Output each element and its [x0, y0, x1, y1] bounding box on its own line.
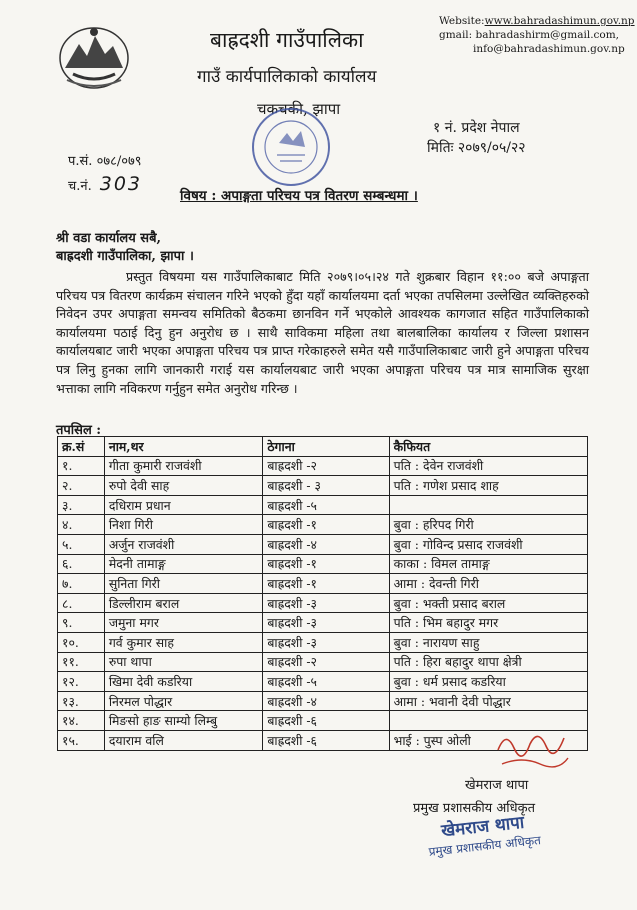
dispatch-label: च.नं.	[68, 179, 92, 194]
cell-address: बाह्रदशी -३	[263, 593, 389, 613]
subject-line: विषय : अपाङ्गता परिचय पत्र वितरण सम्बन्धमा ।	[180, 188, 418, 204]
cell-remarks: पति : देवेन राजवंशी	[389, 456, 587, 476]
website-label: Website:	[439, 15, 485, 27]
header-address: ठेगाना	[263, 437, 389, 457]
cell-name: डिल्लीराम बराल	[104, 593, 263, 613]
cell-remarks: बुवा : भक्ती प्रसाद बराल	[389, 593, 587, 613]
cell-serial: ५.	[58, 534, 105, 554]
table-row	[58, 632, 588, 652]
cell-address: बाह्रदशी -६	[263, 730, 389, 750]
cell-address: बाह्रदशी - ३	[263, 476, 389, 496]
cell-remarks: पति : गणेश प्रसाद शाह	[389, 476, 587, 496]
website-link[interactable]: www.bahradashimun.gov.np	[484, 15, 635, 27]
table-row	[58, 613, 588, 633]
header-name: नाम,थर	[104, 437, 263, 457]
cell-address: बाह्रदशी -२	[263, 652, 389, 672]
cell-serial: १५.	[58, 730, 105, 750]
cell-remarks	[389, 495, 587, 515]
name-stamp	[416, 807, 553, 871]
cell-address: बाह्रदशी -२	[263, 456, 389, 476]
office-name: गाउँ कार्यपालिकाको कार्यालय	[197, 67, 377, 87]
cell-name: रुपा थापा	[104, 652, 263, 672]
cell-remarks: पति : भिम बहादुर मगर	[389, 613, 587, 633]
cell-remarks: बुवा : गोविन्द प्रसाद राजवंशी	[389, 534, 587, 554]
cell-serial: ९.	[58, 613, 105, 633]
cell-address: बाह्रदशी -४	[263, 534, 389, 554]
dispatch-number: 303	[99, 173, 143, 195]
table-row	[58, 554, 588, 574]
province: १ नं. प्रदेश नेपाल	[433, 120, 520, 136]
dispatch-number-line	[68, 173, 142, 195]
cell-serial: १२.	[58, 672, 105, 692]
table-row	[58, 515, 588, 535]
cell-name: खिमा देवी कडरिया	[104, 672, 263, 692]
letter-date: मितिः २०७९/०५/२२	[427, 140, 526, 156]
header-serial: क्र.सं	[58, 437, 105, 457]
table-row	[58, 691, 588, 711]
header-remarks: कैफियत	[389, 437, 587, 457]
cell-remarks: बुवा : धर्म प्रसाद कडरिया	[389, 672, 587, 692]
recipient-line-1: श्री वडा कार्यालय सबै,	[56, 231, 162, 246]
gmail-label: gmail:	[439, 29, 473, 41]
cell-name: दधिराम प्रधान	[104, 495, 263, 515]
cell-name: गीता कुमारी राजवंशी	[104, 456, 263, 476]
cell-name: मिङसो हाङ साम्यो लिम्बु	[104, 711, 263, 731]
cell-name: जमुना मगर	[104, 613, 263, 633]
cell-name: मेदनी तामाङ्ग	[104, 554, 263, 574]
cell-serial: ३.	[58, 495, 105, 515]
nepal-emblem-icon	[55, 22, 133, 94]
table-title: तपसिल :	[56, 423, 102, 438]
cell-remarks: बुवा : हरिपद गिरी	[389, 515, 587, 535]
cell-serial: २.	[58, 476, 105, 496]
table-row	[58, 476, 588, 496]
cell-serial: ७.	[58, 574, 105, 594]
table-row	[58, 456, 588, 476]
cell-serial: १.	[58, 456, 105, 476]
info-email[interactable]: info@bahradashimun.gov.np	[473, 43, 625, 55]
cell-remarks: बुवा : नारायण साहु	[389, 632, 587, 652]
gmail-address[interactable]: bahradashirm@gmail.com,	[475, 29, 620, 41]
cell-address: बाह्रदशी -५	[263, 672, 389, 692]
cell-address: बाह्रदशी -४	[263, 691, 389, 711]
cell-name: अर्जुन राजवंशी	[104, 534, 263, 554]
cell-serial: ८.	[58, 593, 105, 613]
cell-address: बाह्रदशी -१	[263, 574, 389, 594]
office-seal-stamp	[247, 103, 335, 191]
cell-address: बाह्रदशी -१	[263, 515, 389, 535]
table-row	[58, 593, 588, 613]
cell-address: बाह्रदशी -३	[263, 632, 389, 652]
table-row	[58, 534, 588, 554]
stamp-name: खेमराज थापा	[440, 812, 526, 842]
cell-address: बाह्रदशी -६	[263, 711, 389, 731]
cell-address: बाह्रदशी -५	[263, 495, 389, 515]
cell-address: बाह्रदशी -१	[263, 554, 389, 574]
letter-body: प्रस्तुत विषयमा यस गाउँपालिकाबाट मिति २०७९।०५।२४ गते शुक्रबार विहान ११:०० बजे अपाङ्गता परिचय पत्र वितरण कार्यक्रम संचालन गरिने भएको हुँदा यहाँ कार्यालयमा दर्ता भएका तपसिलमा उल्लेखित व्यक्तिहरुको निवेदन उपर अपाङ्गता समन्वय समितिको बैठकमा छानविन गर्ने भएकोले आवश्यक कागजात सहित गाउँपालिकाको कार्यालयमा पठाई दिनु हुन अनुरोध छ । साथै साविकमा महिला तथा बालबालिका कार्यालय र जिल्ला प्रशासन कार्यालयबाट जारी भएका अपाङ्गता परिचय पत्र प्राप्त गरेकाहरुले समेत यसै गाउँपालिकाबाट जारी हुने अपाङ्गता परिचय पत्र लिनु हुनका लागि जानकारी गराई यस कार्यालयबाट जारी भएका अपाङ्गता परिचय पत्र मात्र सामाजिक सुरक्षा भत्ताका लागि नविकरण गर्नुहुन समेत अनुरोध गरिन्छ ।	[56, 269, 589, 396]
cell-serial: १३.	[58, 691, 105, 711]
table-row	[58, 652, 588, 672]
org-name: बाह्रदशी गाउँपालिका	[210, 28, 364, 52]
beneficiary-table	[57, 436, 588, 751]
cell-name: रुपो देवी साह	[104, 476, 263, 496]
cell-name: गर्व कुमार साह	[104, 632, 263, 652]
office-address: चकचकी, झापा	[257, 100, 341, 118]
cell-remarks: काका : विमल तामाङ्ग	[389, 554, 587, 574]
cell-remarks: पति : हिरा बहादुर थापा क्षेत्री	[389, 652, 587, 672]
stamp-title: प्रमुख प्रशासकीय अधिकृत	[427, 833, 542, 859]
cell-remarks: आमा : भवानी देवी पोद्धार	[389, 691, 587, 711]
table-row	[58, 574, 588, 594]
cell-name: सुनिता गिरी	[104, 574, 263, 594]
cell-name: निशा गिरी	[104, 515, 263, 535]
cell-address: बाह्रदशी -३	[263, 613, 389, 633]
cell-serial: ६.	[58, 554, 105, 574]
cell-serial: ४.	[58, 515, 105, 535]
reference-number: प.सं. ०७८/०७९	[68, 154, 142, 169]
cell-serial: १०.	[58, 632, 105, 652]
handwritten-signature	[492, 720, 572, 776]
cell-serial: १४.	[58, 711, 105, 731]
cell-serial: ११.	[58, 652, 105, 672]
table-header-row	[58, 437, 588, 457]
table-row	[58, 672, 588, 692]
cell-name: निरमल पोद्धार	[104, 691, 263, 711]
contact-block	[439, 14, 635, 56]
table-row	[58, 495, 588, 515]
signatory-name: खेमराज थापा	[465, 778, 529, 793]
cell-remarks: भाई : पुस्प ओली	[389, 730, 587, 750]
cell-name: दयाराम वलि	[104, 730, 263, 750]
cell-remarks: आमा : देवन्ती गिरी	[389, 574, 587, 594]
recipient-line-2: बाह्रदशी गाउँपालिका, झापा ।	[56, 249, 194, 264]
signatory-title: प्रमुख प्रशासकीय अधिकृत	[413, 801, 536, 816]
